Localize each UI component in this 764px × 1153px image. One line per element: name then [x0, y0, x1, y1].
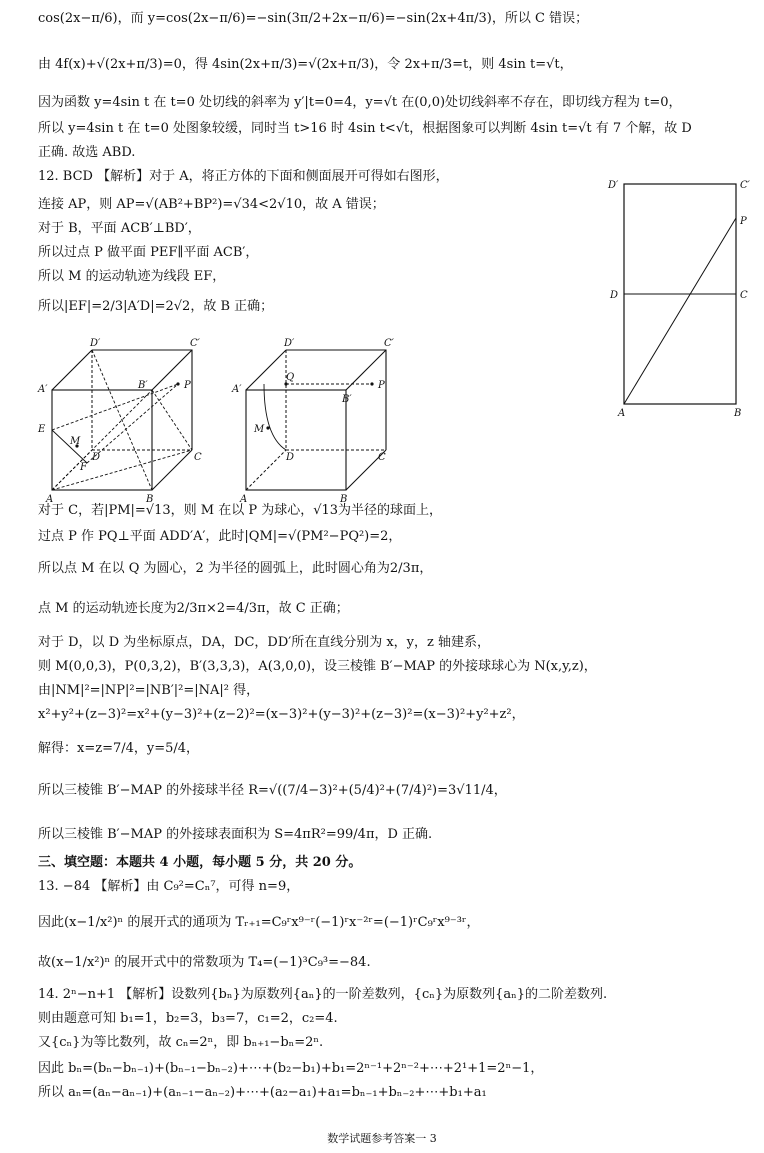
text-line-l15: 点 M 的运动轨迹长度为2/3π×2=4/3π，故 C 正确； [38, 601, 349, 616]
text-line-l17: 则 M(0,0,3)，P(0,3,2)，B′(3,3,3)，A(3,0,0)，设三棱锥 B′−MAP 的外接球球心为 N(x,y,z)， [38, 659, 597, 674]
c2-label-Q: Q [286, 372, 295, 383]
text-line-l27: 14. 2ⁿ−n+1 【解析】设数列{bₙ}为原数列{aₙ}的一阶差数列，{cₙ}为原数列{aₙ}的二阶差数列. [38, 987, 608, 1002]
text-line-l10: 所以 M 的运动轨迹为线段 EF， [38, 269, 226, 284]
c2-label-A1: A′ [232, 384, 242, 395]
c1-label-E: E [38, 424, 46, 435]
label-D1: D′ [608, 180, 619, 191]
text-line-l11: 所以|EF|=2/3|A′D|=2√2，故 B 正确； [38, 299, 274, 314]
text-line-l24: 13. −84 【解析】由 C₉²=Cₙ⁷，可得 n=9， [38, 879, 300, 894]
text-line-l31: 所以 aₙ=(aₙ−aₙ₋₁)+(aₙ₋₁−aₙ₋₂)+⋯+(a₂−a₁)+a₁=bₙ₋₁+bₙ₋₂+⋯+b₁+a₁ [38, 1085, 487, 1100]
cube-figure-2 [226, 336, 412, 506]
c1-label-P: P [184, 380, 191, 391]
text-line-l16: 对于 D，以 D 为坐标原点，DA，DC，DD′所在直线分别为 x，y，z 轴建系， [38, 635, 491, 650]
c1-label-A: A [46, 494, 54, 505]
text-line-l01: cos(2x−π/6)，而 y=cos(2x−π/6)=−sin(3π/2+2x−π/6)=−sin(2x+4π/3)，所以 C 错误； [38, 11, 589, 26]
text-line-l13: 过点 P 作 PQ⊥平面 ADD′A′，此时|QM|=√(PM²−PQ²)=2， [38, 529, 402, 544]
text-line-l22: 所以三棱锥 B′−MAP 的外接球表面积为 S=4πR²=99/4π，D 正确. [38, 827, 433, 842]
c1-label-M: M [70, 436, 81, 447]
text-line-l21: 所以三棱锥 B′−MAP 的外接球半径 R=√((7/4−3)²+(5/4)²+(7/4)²)=3√11/4， [38, 783, 507, 798]
c2-label-D1: D′ [284, 338, 295, 349]
text-line-l06: 12. BCD 【解析】对于 A，将正方体的下面和侧面展开可得如右图形， [38, 169, 449, 184]
text-line-l19: x²+y²+(z−3)²=x²+(y−3)²+(z−2)²=(x−3)²+(y−3)²+(z−3)²=(x−3)²+y²+z²， [38, 707, 525, 722]
text-line-l04: 所以 y=4sin t 在 t=0 处图象较缓，同时当 t>16 时 4sin t<√t，根据图象可以判断 4sin t=√t 有 7 个解，故 D [38, 121, 692, 136]
text-line-l29: 又{cₙ}为等比数列，故 cₙ=2ⁿ，即 bₙ₊₁−bₙ=2ⁿ. [38, 1035, 324, 1050]
label-D: D [610, 290, 619, 301]
text-line-l05: 正确. 故选 ABD. [38, 145, 136, 160]
c1-label-B: B [146, 494, 154, 505]
c2-label-D: D [286, 452, 295, 463]
text-line-l14: 所以点 M 在以 Q 为圆心，2 为半径的圆弧上，此时圆心角为2/3π， [38, 561, 433, 576]
cube-figure-1 [32, 336, 218, 506]
text-line-l07: 连接 AP，则 AP=√(AB²+BP²)=√34<2√10，故 A 错误； [38, 197, 385, 212]
label-C1: C′ [740, 180, 750, 191]
page-footer: 数学试题参考答案一 3 [327, 1132, 437, 1145]
text-line-l30: 因此 bₙ=(bₙ−bₙ₋₁)+(bₙ₋₁−bₙ₋₂)+⋯+(b₂−b₁)+b₁=2ⁿ⁻¹+2ⁿ⁻²+⋯+2¹+1=2ⁿ−1， [38, 1061, 544, 1076]
c1-label-D1: D′ [90, 338, 101, 349]
c1-label-F: F [80, 462, 87, 473]
c1-label-B1: B′ [138, 380, 148, 391]
text-line-l12: 对于 C，若|PM|=√13，则 M 在以 P 为球心，√13为半径的球面上， [38, 503, 443, 518]
text-line-l28: 则由题意可知 b₁=1，b₂=3，b₃=7，c₁=2，c₂=4. [38, 1011, 338, 1026]
text-line-l26: 故(x−1/x²)ⁿ 的展开式中的常数项为 T₄=(−1)³C₉³=−84. [38, 955, 371, 970]
c2-label-C1: C′ [384, 338, 394, 349]
label-C: C [740, 290, 748, 301]
text-line-l02: 由 4f(x)+√(2x+π/3)=0，得 4sin(2x+π/3)=√(2x+π/3)，令 2x+π/3=t，则 4sin t=√t， [38, 57, 573, 72]
text-line-l20: 解得：x=z=7/4，y=5/4， [38, 741, 200, 756]
text-line-l25: 因此(x−1/x²)ⁿ 的展开式的通项为 Tᵣ₊₁=C₉ʳx⁹⁻ʳ(−1)ʳx⁻²ʳ=(−1)ʳC₉ʳx⁹⁻³ʳ， [38, 915, 480, 930]
text-line-l09: 所以过点 P 做平面 PEF∥平面 ACB′， [38, 245, 259, 260]
c2-label-M: M [254, 424, 265, 435]
text-line-l03: 因为函数 y=4sin t 在 t=0 处切线的斜率为 y′|t=0=4，y=√t 在(0,0)处切线斜率不存在，即切线方程为 t=0， [38, 95, 682, 110]
label-P: P [740, 216, 747, 227]
c2-label-C: C [378, 452, 386, 463]
c2-label-B: B [340, 494, 348, 505]
c1-label-D: D [92, 452, 101, 463]
c1-label-C: C [194, 452, 202, 463]
c1-label-C1: C′ [190, 338, 200, 349]
text-line-l08: 对于 B，平面 ACB′⊥BD′， [38, 221, 201, 236]
c1-label-A1: A′ [38, 384, 48, 395]
text-line-l18: 由|NM|²=|NP|²=|NB′|²=|NA|² 得， [38, 683, 260, 698]
c2-label-B1: B′ [342, 394, 352, 405]
c2-label-A: A [240, 494, 248, 505]
label-A: A [618, 408, 626, 419]
text-line-l23: 三、填空题：本题共 4 小题，每小题 5 分，共 20 分。 [38, 855, 362, 870]
c2-label-P: P [378, 380, 385, 391]
label-B: B [734, 408, 742, 419]
unfolded-net-figure [600, 172, 764, 422]
